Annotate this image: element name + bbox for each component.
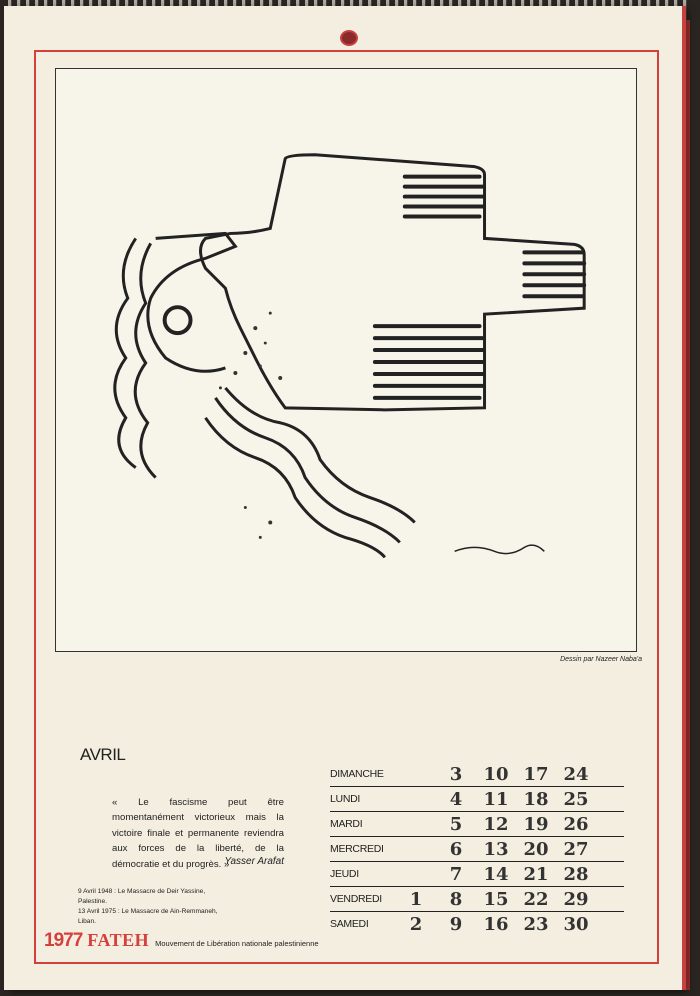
- week-row-samedi: [330, 912, 624, 936]
- note-item: 13 Avril 1975 : Le Massacre de Ain-Remmaneh, Liban.: [78, 908, 218, 925]
- figure-eye: [165, 307, 191, 333]
- weekday-label: MERCREDI: [330, 843, 384, 855]
- week-row-mercredi: [330, 837, 624, 862]
- date-cell: 7: [449, 863, 463, 885]
- lower-fingers: [375, 326, 483, 398]
- weekday-label: JEUDI: [330, 868, 359, 880]
- month-title: AVRIL: [80, 745, 126, 764]
- date-cell: 15: [483, 888, 509, 910]
- date-cell: 6: [449, 838, 463, 860]
- date-cell: 4: [449, 788, 463, 810]
- date-cell: 13: [483, 838, 509, 860]
- date-cell: 16: [483, 913, 509, 935]
- date-cell: 28: [563, 863, 589, 885]
- artwork: [55, 68, 637, 652]
- quote-author: Yasser Arafat: [224, 856, 284, 867]
- date-cell: 18: [523, 788, 549, 810]
- date-cell: 26: [563, 813, 589, 835]
- footer: [44, 930, 319, 952]
- week-row-dimanche: [330, 762, 624, 787]
- date-cell: 20: [523, 838, 549, 860]
- date-cell: 10: [483, 763, 509, 785]
- date-cell: 17: [523, 763, 549, 785]
- weekday-label: MARDI: [330, 818, 363, 830]
- week-row-lundi: [330, 787, 624, 812]
- weekday-label: VENDREDI: [330, 893, 382, 905]
- date-cell: 22: [523, 888, 549, 910]
- date-cell: 8: [449, 888, 463, 910]
- week-row-mardi: [330, 812, 624, 837]
- page-edge: [682, 20, 690, 990]
- date-cell: 29: [563, 888, 589, 910]
- date-cell: 25: [563, 788, 589, 810]
- date-cell: 19: [523, 813, 549, 835]
- date-cell: 11: [483, 788, 509, 810]
- date-cell: 5: [449, 813, 463, 835]
- brand-logo-text: FATEH: [87, 930, 150, 950]
- date-cell: 1: [409, 888, 423, 910]
- date-cell: 3: [449, 763, 463, 785]
- date-cell: 30: [563, 913, 589, 935]
- date-cell: 21: [523, 863, 549, 885]
- artist-signature: [455, 545, 545, 553]
- historical-notes: [78, 887, 228, 927]
- weekday-label: SAMEDI: [330, 918, 369, 930]
- date-cell: 9: [449, 913, 463, 935]
- figure-body: [201, 155, 585, 410]
- date-cell: 24: [563, 763, 589, 785]
- calendar-grid: [330, 762, 624, 936]
- dove-figure-drawing: [56, 69, 636, 651]
- weekday-label: DIMANCHE: [330, 768, 384, 780]
- week-row-jeudi: [330, 862, 624, 887]
- date-cell: 14: [483, 863, 509, 885]
- hanger-hole: [340, 30, 358, 46]
- year-label: 1977: [44, 930, 83, 951]
- artwork-credit: Dessin par Nazeer Naba'a: [560, 656, 642, 663]
- week-row-vendredi: [330, 887, 624, 912]
- note-item: 9 Avril 1948 : Le Massacre de Deir Yassine, Palestine.: [78, 888, 206, 905]
- tagline: Mouvement de Libération nationale palestinienne: [155, 939, 319, 948]
- date-cell: 27: [563, 838, 589, 860]
- quote-text: « Le fascisme peut être momentanément victorieux mais la victoire finale et permanente reviendra aux forces de la liberté, de la démocratie et du progrès. »: [112, 797, 284, 870]
- date-cell: 12: [483, 813, 509, 835]
- weekday-label: LUNDI: [330, 793, 361, 805]
- date-cell: 23: [523, 913, 549, 935]
- date-cell: 2: [409, 913, 423, 935]
